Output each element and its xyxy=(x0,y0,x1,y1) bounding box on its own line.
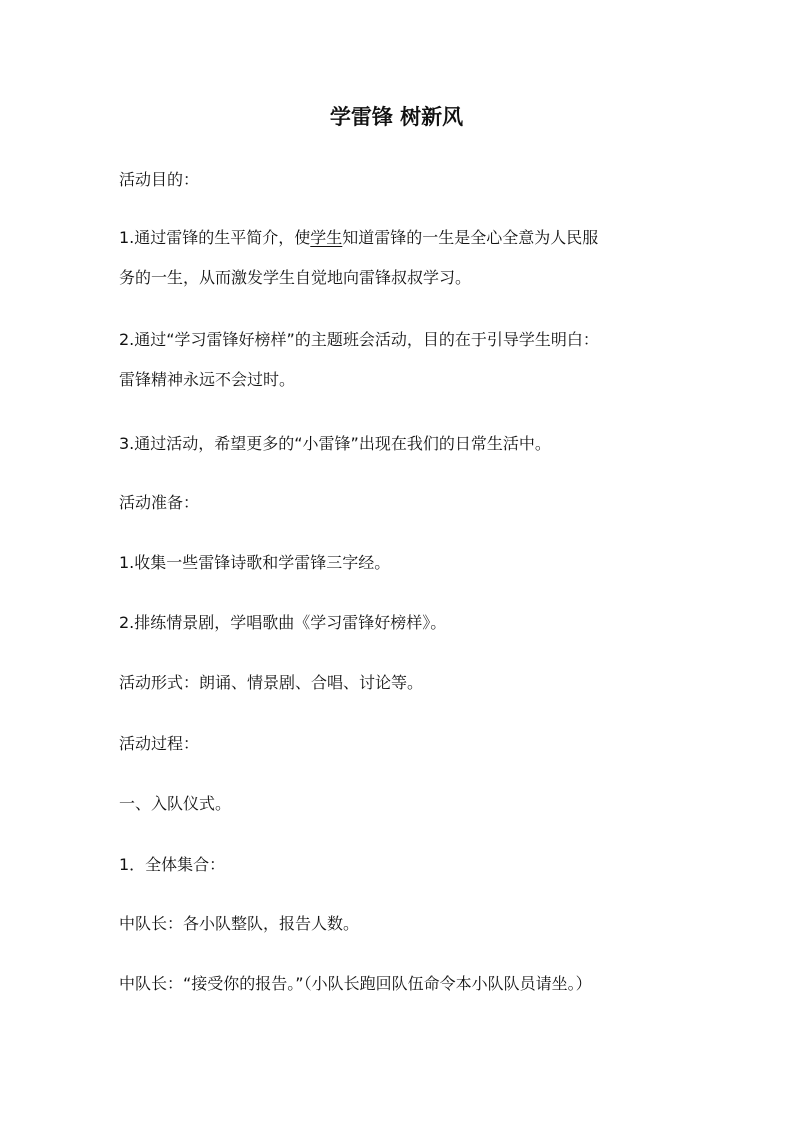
document-title: 学雷锋 树新风 xyxy=(329,105,464,129)
preparation-item-2: 2.排练情景剧，学唱歌曲《学习雷锋好榜样》。 xyxy=(119,613,447,632)
section-1-heading: 一、入队仪式。 xyxy=(119,794,232,813)
activity-form: 活动形式：朗诵、情景剧、合唱、讨论等。 xyxy=(119,673,424,692)
purpose-1-underlined-word: 学生 xyxy=(310,228,343,247)
dialog-line-1: 中队长：各小队整队，报告人数。 xyxy=(119,914,360,933)
heading-activity-purpose: 活动目的： xyxy=(119,170,200,189)
heading-activity-process: 活动过程： xyxy=(119,734,200,753)
dialog-line-2: 中队长：“接受你的报告。”（小队长跑回队伍命令本小队队员请坐。） xyxy=(119,974,592,993)
preparation-item-1: 1.收集一些雷锋诗歌和学雷锋三字经。 xyxy=(119,553,391,572)
step-1: 1．全体集合： xyxy=(119,855,226,874)
heading-activity-preparation: 活动准备： xyxy=(119,493,200,512)
purpose-item-1 xyxy=(119,226,689,250)
purpose-1-text-after: 知道雷锋的一生是全心全意为人民服 xyxy=(342,228,599,247)
purpose-item-2: 2.通过“学习雷锋好榜样”的主题班会活动，目的在于引导学生明白： xyxy=(119,330,599,349)
purpose-item-2-continued: 雷锋精神永远不会过时。 xyxy=(119,370,296,389)
purpose-item-3: 3.通过活动，希望更多的“小雷锋”出现在我们的日常生活中。 xyxy=(119,434,551,453)
purpose-item-1-continued: 务的一生，从而激发学生自觉地向雷锋叔叔学习。 xyxy=(119,268,472,287)
purpose-1-text-before: 1.通过雷锋的生平简介，使 xyxy=(119,228,311,247)
